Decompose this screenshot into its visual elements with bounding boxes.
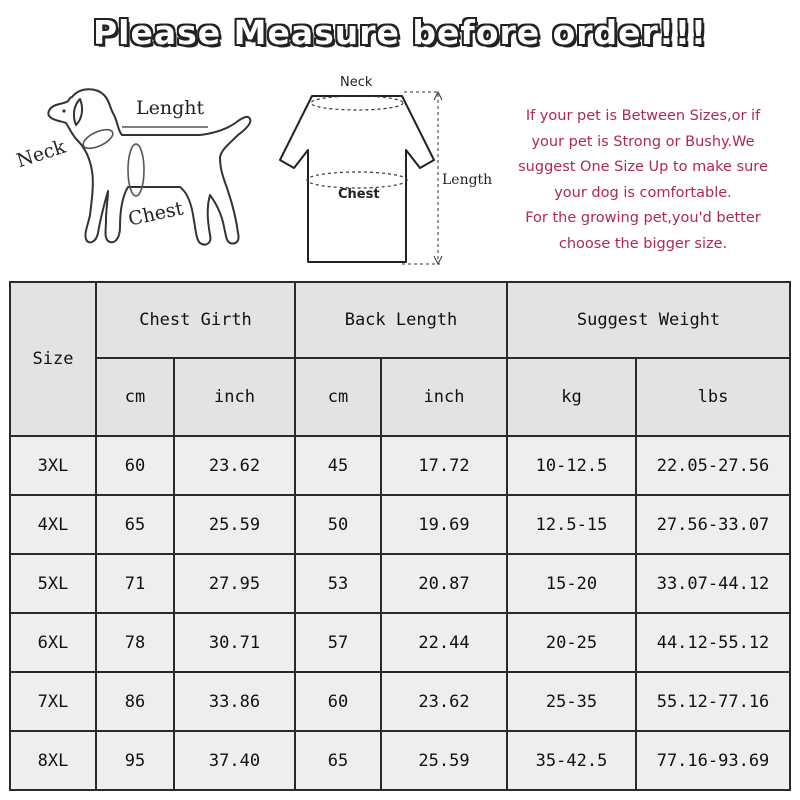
table-cell: 5XL: [10, 554, 96, 613]
size-chart-table: [9, 281, 791, 791]
table-unit-row: [10, 358, 790, 436]
table-row: [10, 495, 790, 554]
table-cell: 78: [96, 613, 174, 672]
table-cell: 30.71: [174, 613, 295, 672]
table-cell: 20.87: [381, 554, 507, 613]
shirt-chest-label: Chest: [338, 187, 380, 202]
table-cell: 53: [295, 554, 381, 613]
note-line: If your pet is Between Sizes,or if: [525, 108, 761, 124]
table-cell: 37.40: [174, 731, 295, 790]
suggest-weight-header: Suggest Weight: [507, 282, 790, 358]
table-cell: 7XL: [10, 672, 96, 731]
table-cell: 33.86: [174, 672, 295, 731]
table-cell: 27.95: [174, 554, 295, 613]
table-cell: 44.12-55.12: [636, 613, 790, 672]
table-cell: 8XL: [10, 731, 96, 790]
table-cell: 6XL: [10, 613, 96, 672]
chest-girth-header: Chest Girth: [96, 282, 295, 358]
unit-header: cm: [96, 358, 174, 436]
table-cell: 23.62: [381, 672, 507, 731]
shirt-neck-label: Neck: [340, 75, 373, 90]
table-cell: 3XL: [10, 436, 96, 495]
sizing-note: [503, 104, 783, 257]
table-row: [10, 613, 790, 672]
table-cell: 35-42.5: [507, 731, 636, 790]
table-cell: 15-20: [507, 554, 636, 613]
table-cell: 71: [96, 554, 174, 613]
table-cell: 65: [96, 495, 174, 554]
unit-header: cm: [295, 358, 381, 436]
table-cell: 25-35: [507, 672, 636, 731]
note-line: For the growing pet,you'd better: [525, 210, 761, 226]
table-cell: 33.07-44.12: [636, 554, 790, 613]
size-header: Size: [10, 282, 96, 436]
table-cell: 57: [295, 613, 381, 672]
table-cell: 86: [96, 672, 174, 731]
dog-neck-label: Neck: [13, 135, 69, 173]
table-cell: 25.59: [381, 731, 507, 790]
dog-length-label: Lenght: [136, 97, 205, 119]
note-line: your dog is comfortable.: [554, 184, 732, 201]
table-cell: 77.16-93.69: [636, 731, 790, 790]
shirt-measurement-diagram: [272, 72, 497, 272]
table-row: [10, 554, 790, 613]
table-cell: 60: [295, 672, 381, 731]
table-cell: 12.5-15: [507, 495, 636, 554]
table-cell: 23.62: [174, 436, 295, 495]
table-row: [10, 672, 790, 731]
back-length-header: Back Length: [295, 282, 507, 358]
table-cell: 10-12.5: [507, 436, 636, 495]
table-cell: 45: [295, 436, 381, 495]
table-cell: 25.59: [174, 495, 295, 554]
table-cell: 22.05-27.56: [636, 436, 790, 495]
dog-measurement-diagram: [10, 75, 270, 265]
table-cell: 17.72: [381, 436, 507, 495]
table-cell: 27.56-33.07: [636, 495, 790, 554]
page-title: Please Measure before order!!!: [93, 13, 707, 52]
unit-header: lbs: [636, 358, 790, 436]
table-cell: 60: [96, 436, 174, 495]
table-row: [10, 731, 790, 790]
dog-chest-label: Chest: [126, 197, 186, 231]
note-line: suggest One Size Up to make sure: [518, 159, 768, 175]
unit-header: inch: [381, 358, 507, 436]
table-cell: 4XL: [10, 495, 96, 554]
table-row: [10, 436, 790, 495]
unit-header: kg: [507, 358, 636, 436]
table-header-row: [10, 282, 790, 358]
unit-header: inch: [174, 358, 295, 436]
note-line: choose the bigger size.: [558, 235, 728, 252]
shirt-length-label: Length: [442, 172, 493, 188]
table-cell: 50: [295, 495, 381, 554]
table-cell: 19.69: [381, 495, 507, 554]
table-cell: 20-25: [507, 613, 636, 672]
table-cell: 95: [96, 731, 174, 790]
note-line: your pet is Strong or Bushy.We: [531, 133, 755, 150]
table-cell: 55.12-77.16: [636, 672, 790, 731]
table-cell: 22.44: [381, 613, 507, 672]
table-cell: 65: [295, 731, 381, 790]
